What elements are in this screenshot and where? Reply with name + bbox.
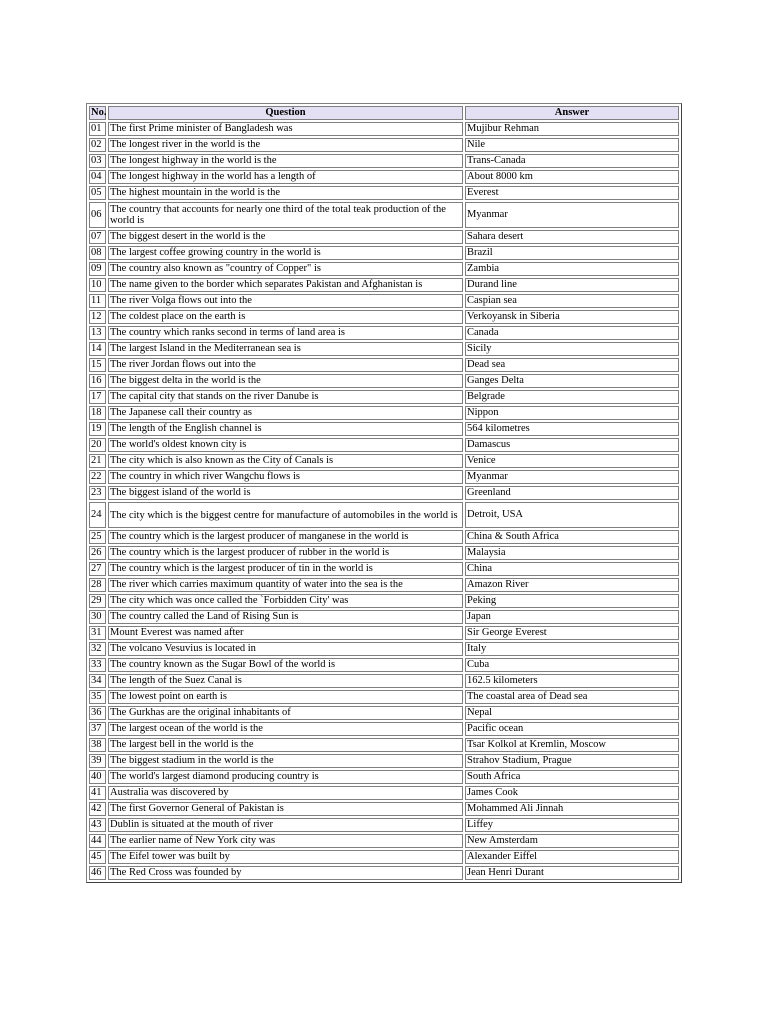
table-row bbox=[89, 454, 679, 468]
row-number: 14 bbox=[89, 342, 106, 356]
question-cell: The river which carries maximum quantity of water into the sea is the bbox=[108, 578, 463, 592]
table-row bbox=[89, 866, 679, 880]
table-row bbox=[89, 470, 679, 484]
question-cell: The biggest island of the world is bbox=[108, 486, 463, 500]
question-cell: The biggest delta in the world is the bbox=[108, 374, 463, 388]
row-number: 01 bbox=[89, 122, 106, 136]
answer-cell: Alexander Eiffel bbox=[465, 850, 679, 864]
answer-cell: Detroit, USA bbox=[465, 502, 679, 528]
question-cell: The highest mountain in the world is the bbox=[108, 186, 463, 200]
row-number: 39 bbox=[89, 754, 106, 768]
row-number: 44 bbox=[89, 834, 106, 848]
answer-cell: New Amsterdam bbox=[465, 834, 679, 848]
question-cell: Dublin is situated at the mouth of river bbox=[108, 818, 463, 832]
row-number: 43 bbox=[89, 818, 106, 832]
row-number: 07 bbox=[89, 230, 106, 244]
question-cell: The world's largest diamond producing country is bbox=[108, 770, 463, 784]
question-cell: The river Jordan flows out into the bbox=[108, 358, 463, 372]
table-row bbox=[89, 186, 679, 200]
row-number: 19 bbox=[89, 422, 106, 436]
question-cell: The country in which river Wangchu flows is bbox=[108, 470, 463, 484]
table-row bbox=[89, 610, 679, 624]
answer-cell: Japan bbox=[465, 610, 679, 624]
row-number: 15 bbox=[89, 358, 106, 372]
row-number: 25 bbox=[89, 530, 106, 544]
question-cell: The world's oldest known city is bbox=[108, 438, 463, 452]
answer-cell: Belgrade bbox=[465, 390, 679, 404]
table-header-row bbox=[89, 106, 679, 120]
answer-cell: Canada bbox=[465, 326, 679, 340]
table-row bbox=[89, 546, 679, 560]
answer-cell: Venice bbox=[465, 454, 679, 468]
answer-cell: Myanmar bbox=[465, 470, 679, 484]
question-cell: The name given to the border which separates Pakistan and Afghanistan is bbox=[108, 278, 463, 292]
row-number: 30 bbox=[89, 610, 106, 624]
question-cell: The biggest stadium in the world is the bbox=[108, 754, 463, 768]
table-row bbox=[89, 502, 679, 528]
table-row bbox=[89, 690, 679, 704]
answer-cell: Jean Henri Durant bbox=[465, 866, 679, 880]
row-number: 21 bbox=[89, 454, 106, 468]
table-row bbox=[89, 626, 679, 640]
question-cell: The earlier name of New York city was bbox=[108, 834, 463, 848]
answer-cell: Peking bbox=[465, 594, 679, 608]
answer-cell: Nippon bbox=[465, 406, 679, 420]
answer-cell: Caspian sea bbox=[465, 294, 679, 308]
table-row bbox=[89, 138, 679, 152]
row-number: 06 bbox=[89, 202, 106, 228]
row-number: 09 bbox=[89, 262, 106, 276]
row-number: 41 bbox=[89, 786, 106, 800]
table-row bbox=[89, 230, 679, 244]
row-number: 28 bbox=[89, 578, 106, 592]
answer-cell: Liffey bbox=[465, 818, 679, 832]
answer-cell: Sahara desert bbox=[465, 230, 679, 244]
question-cell: The length of the Suez Canal is bbox=[108, 674, 463, 688]
question-cell: The first Governor General of Pakistan is bbox=[108, 802, 463, 816]
row-number: 23 bbox=[89, 486, 106, 500]
answer-cell: Cuba bbox=[465, 658, 679, 672]
question-cell: The country which is the largest producer of manganese in the world is bbox=[108, 530, 463, 544]
answer-cell: South Africa bbox=[465, 770, 679, 784]
table-row bbox=[89, 202, 679, 228]
row-number: 18 bbox=[89, 406, 106, 420]
table-row bbox=[89, 246, 679, 260]
table-row bbox=[89, 294, 679, 308]
question-cell: The length of the English channel is bbox=[108, 422, 463, 436]
answer-cell: Brazil bbox=[465, 246, 679, 260]
header-answer: Answer bbox=[465, 106, 679, 120]
answer-cell: Pacific ocean bbox=[465, 722, 679, 736]
answer-cell: The coastal area of Dead sea bbox=[465, 690, 679, 704]
question-cell: The longest river in the world is the bbox=[108, 138, 463, 152]
quiz-page bbox=[86, 103, 682, 883]
answer-cell: Ganges Delta bbox=[465, 374, 679, 388]
table-row bbox=[89, 850, 679, 864]
table-row bbox=[89, 738, 679, 752]
row-number: 42 bbox=[89, 802, 106, 816]
row-number: 37 bbox=[89, 722, 106, 736]
row-number: 34 bbox=[89, 674, 106, 688]
table-row bbox=[89, 530, 679, 544]
table-row bbox=[89, 786, 679, 800]
table-row bbox=[89, 170, 679, 184]
row-number: 02 bbox=[89, 138, 106, 152]
table-row bbox=[89, 674, 679, 688]
answer-cell: 162.5 kilometers bbox=[465, 674, 679, 688]
question-cell: The Red Cross was founded by bbox=[108, 866, 463, 880]
answer-cell: Tsar Kolkol at Kremlin, Moscow bbox=[465, 738, 679, 752]
answer-cell: Strahov Stadium, Prague bbox=[465, 754, 679, 768]
row-number: 36 bbox=[89, 706, 106, 720]
table-row bbox=[89, 390, 679, 404]
table-row bbox=[89, 278, 679, 292]
question-cell: The capital city that stands on the river Danube is bbox=[108, 390, 463, 404]
question-cell: The country also known as "country of Copper" is bbox=[108, 262, 463, 276]
row-number: 32 bbox=[89, 642, 106, 656]
question-cell: The largest coffee growing country in the world is bbox=[108, 246, 463, 260]
row-number: 17 bbox=[89, 390, 106, 404]
answer-cell: Sir George Everest bbox=[465, 626, 679, 640]
row-number: 10 bbox=[89, 278, 106, 292]
question-cell: The Eifel tower was built by bbox=[108, 850, 463, 864]
row-number: 16 bbox=[89, 374, 106, 388]
answer-cell: Durand line bbox=[465, 278, 679, 292]
answer-cell: Trans-Canada bbox=[465, 154, 679, 168]
row-number: 35 bbox=[89, 690, 106, 704]
answer-cell: Dead sea bbox=[465, 358, 679, 372]
quiz-table bbox=[86, 103, 682, 883]
answer-cell: Mujibur Rehman bbox=[465, 122, 679, 136]
table-row bbox=[89, 562, 679, 576]
header-question: Question bbox=[108, 106, 463, 120]
answer-cell: Myanmar bbox=[465, 202, 679, 228]
row-number: 12 bbox=[89, 310, 106, 324]
table-row bbox=[89, 658, 679, 672]
table-row bbox=[89, 770, 679, 784]
question-cell: The river Volga flows out into the bbox=[108, 294, 463, 308]
table-row bbox=[89, 438, 679, 452]
table-row bbox=[89, 406, 679, 420]
table-row bbox=[89, 310, 679, 324]
question-cell: The largest ocean of the world is the bbox=[108, 722, 463, 736]
row-number: 04 bbox=[89, 170, 106, 184]
answer-cell: 564 kilometres bbox=[465, 422, 679, 436]
table-row bbox=[89, 642, 679, 656]
answer-cell: Sicily bbox=[465, 342, 679, 356]
question-cell: The city which was once called the `Forbidden City' was bbox=[108, 594, 463, 608]
row-number: 11 bbox=[89, 294, 106, 308]
answer-cell: Italy bbox=[465, 642, 679, 656]
table-row bbox=[89, 342, 679, 356]
table-row bbox=[89, 154, 679, 168]
question-cell: The lowest point on earth is bbox=[108, 690, 463, 704]
row-number: 13 bbox=[89, 326, 106, 340]
table-row bbox=[89, 262, 679, 276]
table-row bbox=[89, 422, 679, 436]
row-number: 05 bbox=[89, 186, 106, 200]
answer-cell: About 8000 km bbox=[465, 170, 679, 184]
table-row bbox=[89, 358, 679, 372]
answer-cell: Nile bbox=[465, 138, 679, 152]
table-row bbox=[89, 326, 679, 340]
question-cell: The country which is the largest producer of rubber in the world is bbox=[108, 546, 463, 560]
answer-cell: Greenland bbox=[465, 486, 679, 500]
answer-cell: Amazon River bbox=[465, 578, 679, 592]
answer-cell: Zambia bbox=[465, 262, 679, 276]
answer-cell: Nepal bbox=[465, 706, 679, 720]
answer-cell: China bbox=[465, 562, 679, 576]
table-row bbox=[89, 594, 679, 608]
question-cell: The volcano Vesuvius is located in bbox=[108, 642, 463, 656]
answer-cell: China & South Africa bbox=[465, 530, 679, 544]
table-row bbox=[89, 722, 679, 736]
question-cell: The country known as the Sugar Bowl of the world is bbox=[108, 658, 463, 672]
question-cell: The country that accounts for nearly one third of the total teak production of the world is bbox=[108, 202, 463, 228]
row-number: 31 bbox=[89, 626, 106, 640]
question-cell: Australia was discovered by bbox=[108, 786, 463, 800]
table-row bbox=[89, 122, 679, 136]
question-cell: The country which ranks second in terms of land area is bbox=[108, 326, 463, 340]
question-cell: The largest Island in the Mediterranean sea is bbox=[108, 342, 463, 356]
row-number: 33 bbox=[89, 658, 106, 672]
row-number: 40 bbox=[89, 770, 106, 784]
question-cell: The largest bell in the world is the bbox=[108, 738, 463, 752]
row-number: 08 bbox=[89, 246, 106, 260]
answer-cell: Damascus bbox=[465, 438, 679, 452]
table-row bbox=[89, 486, 679, 500]
question-cell: The longest highway in the world has a length of bbox=[108, 170, 463, 184]
row-number: 38 bbox=[89, 738, 106, 752]
question-cell: The country which is the largest producer of tin in the world is bbox=[108, 562, 463, 576]
row-number: 27 bbox=[89, 562, 106, 576]
question-cell: The first Prime minister of Bangladesh was bbox=[108, 122, 463, 136]
table-body bbox=[89, 122, 679, 880]
question-cell: The country called the Land of Rising Sun is bbox=[108, 610, 463, 624]
row-number: 24 bbox=[89, 502, 106, 528]
answer-cell: Mohammed Ali Jinnah bbox=[465, 802, 679, 816]
table-row bbox=[89, 578, 679, 592]
row-number: 22 bbox=[89, 470, 106, 484]
row-number: 45 bbox=[89, 850, 106, 864]
table-row bbox=[89, 818, 679, 832]
question-cell: The Gurkhas are the original inhabitants of bbox=[108, 706, 463, 720]
header-no: No. bbox=[91, 107, 107, 119]
row-number: 46 bbox=[89, 866, 106, 880]
question-cell: The city which is also known as the City of Canals is bbox=[108, 454, 463, 468]
question-cell: The biggest desert in the world is the bbox=[108, 230, 463, 244]
answer-cell: Malaysia bbox=[465, 546, 679, 560]
table-row bbox=[89, 802, 679, 816]
question-cell: The Japanese call their country as bbox=[108, 406, 463, 420]
row-number: 29 bbox=[89, 594, 106, 608]
answer-cell: Verkoyansk in Siberia bbox=[465, 310, 679, 324]
question-cell: The longest highway in the world is the bbox=[108, 154, 463, 168]
answer-cell: James Cook bbox=[465, 786, 679, 800]
row-number: 26 bbox=[89, 546, 106, 560]
question-cell: The city which is the biggest centre for manufacture of automobiles in the world is bbox=[108, 502, 463, 528]
table-row bbox=[89, 706, 679, 720]
row-number: 03 bbox=[89, 154, 106, 168]
table-row bbox=[89, 754, 679, 768]
question-cell: The coldest place on the earth is bbox=[108, 310, 463, 324]
table-row bbox=[89, 374, 679, 388]
row-number: 20 bbox=[89, 438, 106, 452]
answer-cell: Everest bbox=[465, 186, 679, 200]
question-cell: Mount Everest was named after bbox=[108, 626, 463, 640]
table-row bbox=[89, 834, 679, 848]
